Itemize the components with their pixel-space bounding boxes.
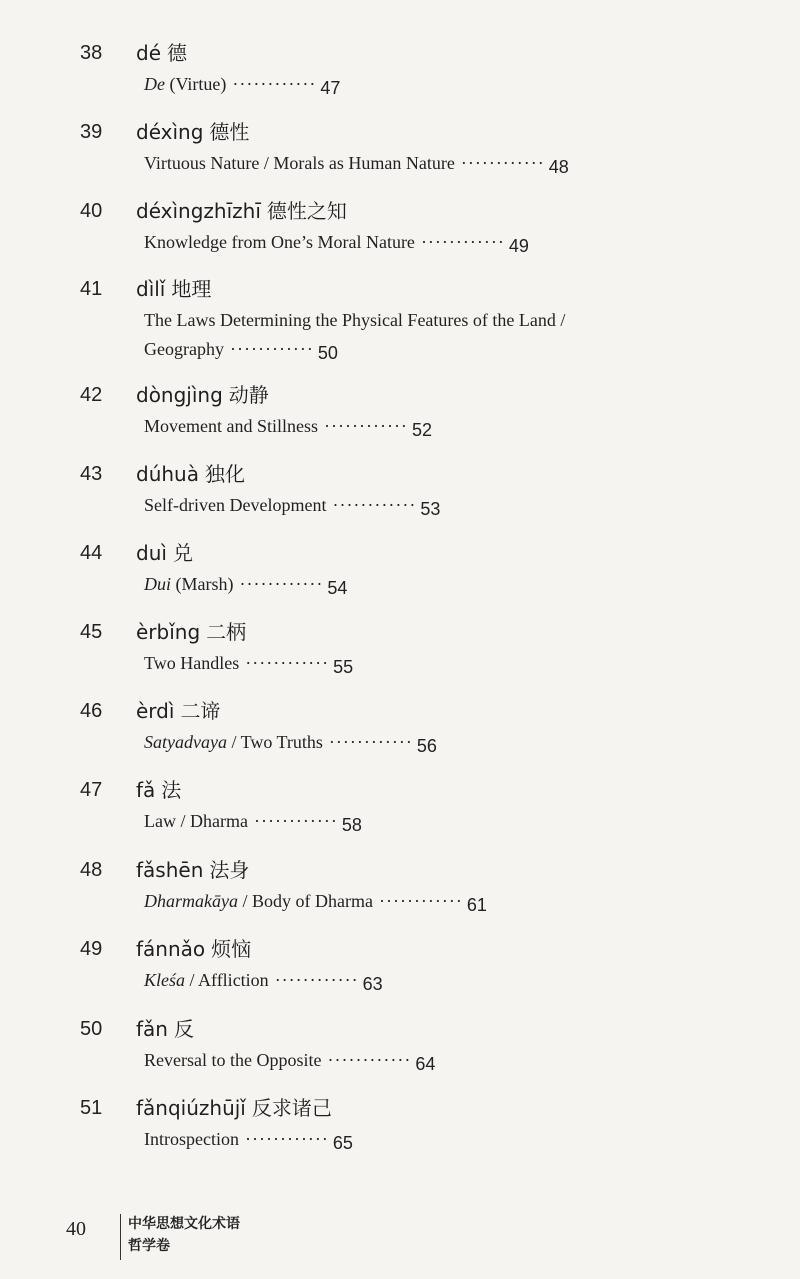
entry-hanzi: 兑 [172, 541, 193, 565]
leader-dots: ············ [244, 1129, 329, 1149]
entry-page-number: 55 [333, 657, 354, 677]
entry-hanzi: 烦恼 [211, 937, 252, 961]
entry-description [144, 728, 664, 757]
entry-number: 50 [80, 1018, 103, 1040]
entry-pinyin: déxìng [136, 120, 204, 144]
entry-description [144, 228, 664, 257]
entry-hanzi: 动静 [228, 383, 269, 407]
leader-dots: ············ [274, 970, 359, 990]
entry-pinyin: fǎn [136, 1017, 168, 1041]
entry-page-number: 49 [508, 236, 529, 256]
entry-pinyin: dìlǐ [136, 277, 166, 301]
entry-hanzi: 独化 [204, 462, 245, 486]
leader-dots: ············ [378, 891, 463, 911]
entry-english: Two Handles [144, 653, 240, 673]
entry-term [136, 198, 347, 224]
entry-number: 42 [80, 384, 103, 406]
entry-number: 49 [80, 938, 103, 960]
entry-hanzi: 德 [167, 41, 187, 65]
entry-number: 51 [80, 1097, 103, 1119]
entry-english: / Body of Dharma [237, 891, 373, 911]
entry-number: 44 [80, 542, 103, 564]
entry-italic-term: Dharmakāya [144, 891, 238, 911]
entry-english: (Marsh) [171, 574, 234, 594]
entry-pinyin: fǎ [136, 778, 156, 802]
entry-english: (Virtue) [165, 74, 227, 94]
leader-dots: ············ [232, 74, 317, 94]
entry-term [136, 1095, 332, 1121]
footer-book-title [128, 1213, 240, 1257]
entry-term [136, 857, 249, 883]
leader-dots: ············ [229, 339, 314, 359]
entry-description [144, 649, 664, 678]
leader-dots: ············ [239, 574, 324, 594]
entry-hanzi: 二柄 [206, 620, 247, 644]
entry-english: The Laws Determining the Physical Features of the Land / Geography [144, 310, 566, 359]
entry-term [136, 1016, 194, 1042]
entry-description [144, 306, 644, 364]
entry-italic-term: Satyadvaya [144, 732, 227, 752]
entry-page-number: 63 [362, 974, 383, 994]
entry-page-number: 50 [317, 343, 338, 363]
entry-english: / Affliction [185, 970, 269, 990]
entry-english: Movement and Stillness [144, 416, 318, 436]
entry-pinyin: fǎnqiúzhūjǐ [136, 1096, 246, 1120]
entry-number: 46 [80, 700, 103, 722]
leader-dots: ············ [245, 653, 330, 673]
entry-term [136, 382, 269, 408]
entry-hanzi: 二谛 [180, 699, 221, 723]
entry-description [144, 1125, 664, 1154]
entry-pinyin: fánnǎo [136, 937, 206, 961]
entry-description [144, 149, 664, 178]
entry-hanzi: 法 [161, 778, 182, 802]
entry-description [144, 807, 664, 836]
entry-hanzi: 反 [173, 1017, 194, 1041]
entry-number: 41 [80, 278, 103, 300]
entry-term [136, 119, 249, 145]
entry-page-number: 48 [548, 157, 569, 177]
leader-dots: ············ [324, 416, 408, 436]
entry-description [144, 966, 664, 995]
entry-number: 47 [80, 779, 103, 801]
entry-english: / Two Truths [226, 732, 323, 752]
entry-description [144, 570, 664, 599]
footer-title-line1: 中华思想文化术语 [128, 1216, 240, 1232]
entry-page-number: 52 [411, 420, 432, 440]
entry-term [136, 276, 211, 302]
entry-description [144, 412, 664, 441]
leader-dots: ············ [328, 732, 413, 752]
leader-dots: ············ [420, 232, 505, 252]
entry-pinyin: dúhuà [136, 462, 199, 486]
entry-number: 45 [80, 621, 103, 643]
entry-number: 39 [80, 121, 103, 143]
entry-pinyin: èrbǐng [136, 620, 201, 644]
entry-description [144, 70, 664, 99]
entry-term [136, 698, 220, 724]
entry-pinyin: èrdì [136, 699, 175, 723]
entry-italic-term: Dui [144, 574, 171, 594]
footer-title-line2: 哲学卷 [128, 1238, 170, 1254]
entry-english: Reversal to the Opposite [144, 1050, 322, 1070]
entry-pinyin: dé [136, 41, 161, 65]
entry-english: Knowledge from One’s Moral Nature [144, 232, 415, 252]
entry-italic-term: Kleśa [144, 970, 186, 990]
entry-description [144, 491, 664, 520]
entry-english: Virtuous Nature / Morals as Human Nature [144, 153, 455, 173]
entry-page-number: 61 [466, 895, 487, 915]
entry-page-number: 47 [320, 78, 341, 98]
entry-page-number: 53 [420, 499, 441, 519]
entry-hanzi: 地理 [171, 277, 212, 301]
entry-page-number: 64 [415, 1054, 436, 1074]
entry-pinyin: fǎshēn [136, 858, 204, 882]
entry-description [144, 1046, 664, 1075]
entry-hanzi: 德性之知 [266, 199, 347, 223]
entry-number: 43 [80, 463, 103, 485]
entry-term [136, 461, 245, 487]
entry-hanzi: 反求诸己 [251, 1096, 332, 1120]
entry-pinyin: duì [136, 541, 167, 565]
entry-description [144, 887, 664, 916]
entry-english: Self-driven Development [144, 495, 327, 515]
leader-dots: ············ [327, 1050, 412, 1070]
entry-hanzi: 德性 [209, 120, 250, 144]
entry-italic-term: De [144, 74, 165, 94]
entry-page-number: 58 [341, 815, 362, 835]
entry-term [136, 619, 246, 645]
footer-divider [120, 1214, 121, 1260]
entry-english: Introspection [144, 1129, 239, 1149]
entry-term [136, 936, 251, 962]
footer-page-number: 40 [66, 1218, 86, 1240]
entry-page-number: 56 [416, 736, 437, 756]
entry-page-number: 65 [332, 1133, 353, 1153]
entry-page-number: 54 [327, 578, 348, 598]
entry-pinyin: dòngjìng [136, 383, 223, 407]
entry-number: 40 [80, 200, 103, 222]
entry-number: 48 [80, 859, 103, 881]
entry-pinyin: déxìngzhīzhī [136, 199, 261, 223]
entry-term [136, 540, 193, 566]
leader-dots: ············ [332, 495, 417, 515]
entry-hanzi: 法身 [209, 858, 250, 882]
leader-dots: ············ [253, 811, 338, 831]
entry-english: Law / Dharma [144, 811, 248, 831]
entry-number: 38 [80, 42, 103, 64]
entry-term [136, 777, 181, 803]
entry-term [136, 40, 187, 66]
leader-dots: ············ [460, 153, 545, 173]
